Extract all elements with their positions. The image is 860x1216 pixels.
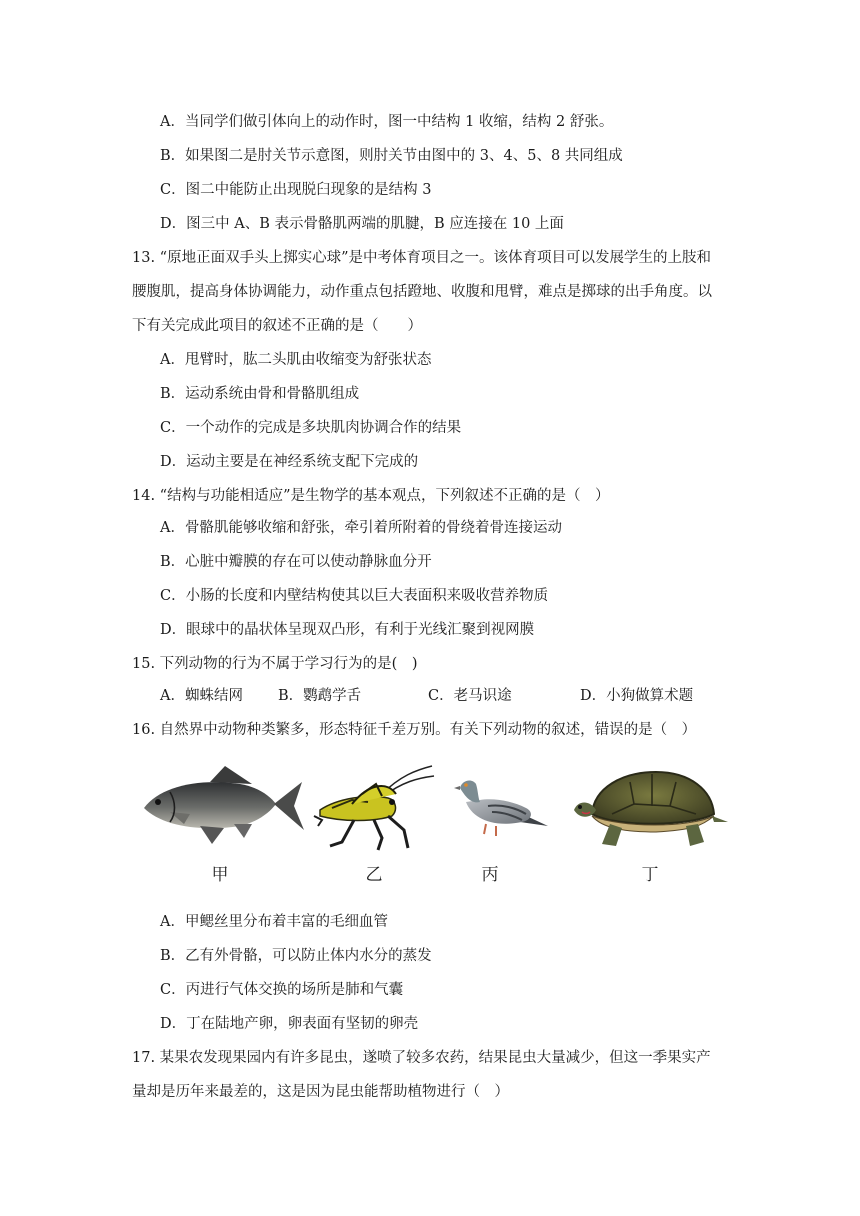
q13-option-c: C．一个动作的完成是多块肌肉协调合作的结果 (160, 420, 462, 436)
q15-options-row (160, 686, 720, 706)
caption-ding: 丁 (641, 865, 659, 885)
grasshopper-image (312, 764, 437, 854)
q16-animals-figure (140, 760, 730, 890)
q16-option-b: B．乙有外骨骼，可以防止体内水分的蒸发 (160, 948, 432, 964)
q14-stem: 14. “结构与功能相适应”是生物学的基本观点，下列叙述不正确的是（ ） (132, 488, 610, 504)
q14-option-a: A．骨骼肌能够收缩和舒张，牵引着所附着的骨绕着骨连接运动 (160, 520, 562, 536)
q13-option-d: D．运动主要是在神经系统支配下完成的 (160, 454, 419, 470)
q16-option-d: D．丁在陆地产卵，卵表面有坚韧的卵壳 (160, 1016, 419, 1032)
caption-bing: 丙 (481, 865, 499, 885)
turtle-image (572, 760, 730, 860)
q16-stem: 16. 自然界中动物种类繁多，形态特征千差万别。有关下列动物的叙述，错误的是（ ） (132, 722, 697, 738)
q15-option-d: D．小狗做算术题 (580, 688, 694, 704)
q14-option-c: C．小肠的长度和内壁结构使其以巨大表面积来吸收营养物质 (160, 588, 549, 604)
q13-option-b: B．运动系统由骨和骨骼肌组成 (160, 386, 360, 402)
q17-stem-line-2: 量却是历年来最差的，这是因为昆虫能帮助植物进行（ ） (132, 1084, 509, 1100)
q13-stem-line-2: 腰腹肌，提高身体协调能力，动作重点包括蹬地、收腹和甩臂，难点是掷球的出手角度。以 (132, 284, 712, 300)
q13-stem-line-3: 下有关完成此项目的叙述不正确的是（ ） (132, 318, 422, 334)
q12-option-c: C．图二中能防止出现脱臼现象的是结构 3 (160, 182, 432, 198)
caption-yi: 乙 (365, 865, 383, 885)
q15-stem: 15. 下列动物的行为不属于学习行为的是( ) (132, 656, 418, 672)
q14-option-b: B．心脏中瓣膜的存在可以使动静脉血分开 (160, 554, 432, 570)
q15-option-a: A．蜘蛛结网 (160, 688, 243, 704)
q12-option-d: D．图三中 A、B 表示骨骼肌两端的肌腱，B 应连接在 10 上面 (160, 216, 564, 232)
q12-option-a: A．当同学们做引体向上的动作时，图一中结构 1 收缩，结构 2 舒张。 (160, 114, 614, 130)
q15-option-c: C．老马识途 (428, 688, 512, 704)
q16-option-c: C．丙进行气体交换的场所是肺和气囊 (160, 982, 404, 998)
caption-jia: 甲 (211, 865, 229, 885)
q16-option-a: A．甲鳃丝里分布着丰富的毛细血管 (160, 914, 388, 930)
pigeon-image (452, 772, 552, 842)
q12-option-b: B．如果图二是肘关节示意图，则肘关节由图中的 3、4、5、8 共同组成 (160, 148, 623, 164)
q15-option-b: B．鹦鹉学舌 (278, 688, 362, 704)
q13-stem-line-1: 13. “原地正面双手头上掷实心球”是中考体育项目之一。该体育项目可以发展学生的上肢和 (132, 250, 711, 266)
q17-stem-line-1: 17. 某果农发现果园内有许多昆虫，遂喷了较多农药，结果昆虫大量减少，但这一季果实产 (132, 1050, 711, 1066)
q14-option-d: D．眼球中的晶状体呈现双凸形，有利于光线汇聚到视网膜 (160, 622, 535, 638)
q13-option-a: A．甩臂时，肱二头肌由收缩变为舒张状态 (160, 352, 432, 368)
fish-image (140, 760, 305, 850)
